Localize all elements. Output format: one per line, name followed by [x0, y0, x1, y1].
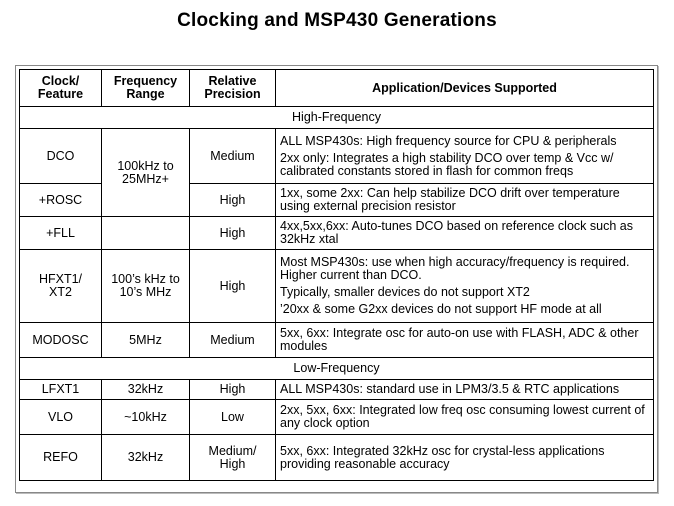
cell-precision-hfxt1: High [190, 250, 276, 323]
cell-app-rosc: 1xx, some 2xx: Can help stabilize DCO drift over temperature using external precision resistor [276, 184, 654, 217]
cell-app-dco [276, 129, 654, 184]
app-text: ALL MSP430s: High frequency source for CPU & peripherals [280, 133, 617, 148]
cell-app-hfxt1 [276, 250, 654, 323]
cell-precision-dco: Medium [190, 129, 276, 184]
cell-app-lfxt1: ALL MSP430s: standard use in LPM3/3.5 & RTC applications [276, 380, 654, 400]
table-row-hfxt1 [20, 250, 654, 323]
table-row-vlo [20, 400, 654, 435]
cell-precision-vlo: Low [190, 400, 276, 435]
cell-frequency-lfxt1: 32kHz [102, 380, 190, 400]
cell-clock-hfxt1: HFXT1/ XT2 [20, 250, 102, 323]
cell-frequency-modosc: 5MHz [102, 323, 190, 358]
header-clock: Clock/ Feature [20, 70, 102, 107]
cell-app-modosc: 5xx, 6xx: Integrate osc for auto-on use with FLASH, ADC & other modules [276, 323, 654, 358]
section-row-high [20, 107, 654, 129]
cell-frequency-dco-group: 100kHz to 25MHz+ [102, 129, 190, 217]
app-text: ’20xx & some G2xx devices do not support HF mode at all [280, 302, 602, 316]
header-precision: Relative Precision [190, 70, 276, 107]
cell-app-fll: 4xx,5xx,6xx: Auto-tunes DCO based on reference clock such as 32kHz xtal [276, 217, 654, 250]
clock-table [19, 69, 654, 481]
slide-title: Clocking and MSP430 Generations [177, 10, 497, 31]
header-frequency: Frequency Range [102, 70, 190, 107]
cell-precision-lfxt1: High [190, 380, 276, 400]
cell-app-refo: 5xx, 6xx: Integrated 32kHz osc for crystal-less applications providing reasonable accuracy [276, 435, 654, 481]
cell-clock-lfxt1: LFXT1 [20, 380, 102, 400]
cell-precision-fll: High [190, 217, 276, 250]
cell-clock-refo: REFO [20, 435, 102, 481]
app-text: Most MSP430s: use when high accuracy/frequency is required. Higher current than DCO. [280, 255, 630, 282]
cell-clock-vlo: VLO [20, 400, 102, 435]
table-row-lfxt1 [20, 380, 654, 400]
cell-frequency-vlo: ~10kHz [102, 400, 190, 435]
table-row-modosc [20, 323, 654, 358]
table-row-dco [20, 129, 654, 184]
cell-app-vlo: 2xx, 5xx, 6xx: Integrated low freq osc consuming lowest current of any clock option [276, 400, 654, 435]
table-row-fll [20, 217, 654, 250]
cell-precision-rosc: High [190, 184, 276, 217]
table-frame [15, 65, 658, 493]
header-application: Application/Devices Supported [276, 70, 654, 107]
cell-precision-modosc: Medium [190, 323, 276, 358]
table-row-refo [20, 435, 654, 481]
header-row [20, 70, 654, 107]
section-row-low [20, 358, 654, 380]
cell-clock-rosc: +ROSC [20, 184, 102, 217]
cell-clock-fll: +FLL [20, 217, 102, 250]
cell-clock-modosc: MODOSC [20, 323, 102, 358]
cell-clock-dco: DCO [20, 129, 102, 184]
cell-precision-refo: Medium/ High [190, 435, 276, 481]
section-high-frequency: High-Frequency [20, 107, 654, 129]
app-text: Typically, smaller devices do not support XT2 [280, 285, 530, 299]
app-text: 2xx only: Integrates a high stability DCO over temp & Vcc w/ calibrated constants stored in flash for common freqs [280, 150, 614, 178]
cell-frequency-fll [102, 217, 190, 250]
section-low-frequency: Low-Frequency [20, 358, 654, 380]
cell-frequency-refo: 32kHz [102, 435, 190, 481]
cell-frequency-hfxt1: 100’s kHz to 10’s MHz [102, 250, 190, 323]
